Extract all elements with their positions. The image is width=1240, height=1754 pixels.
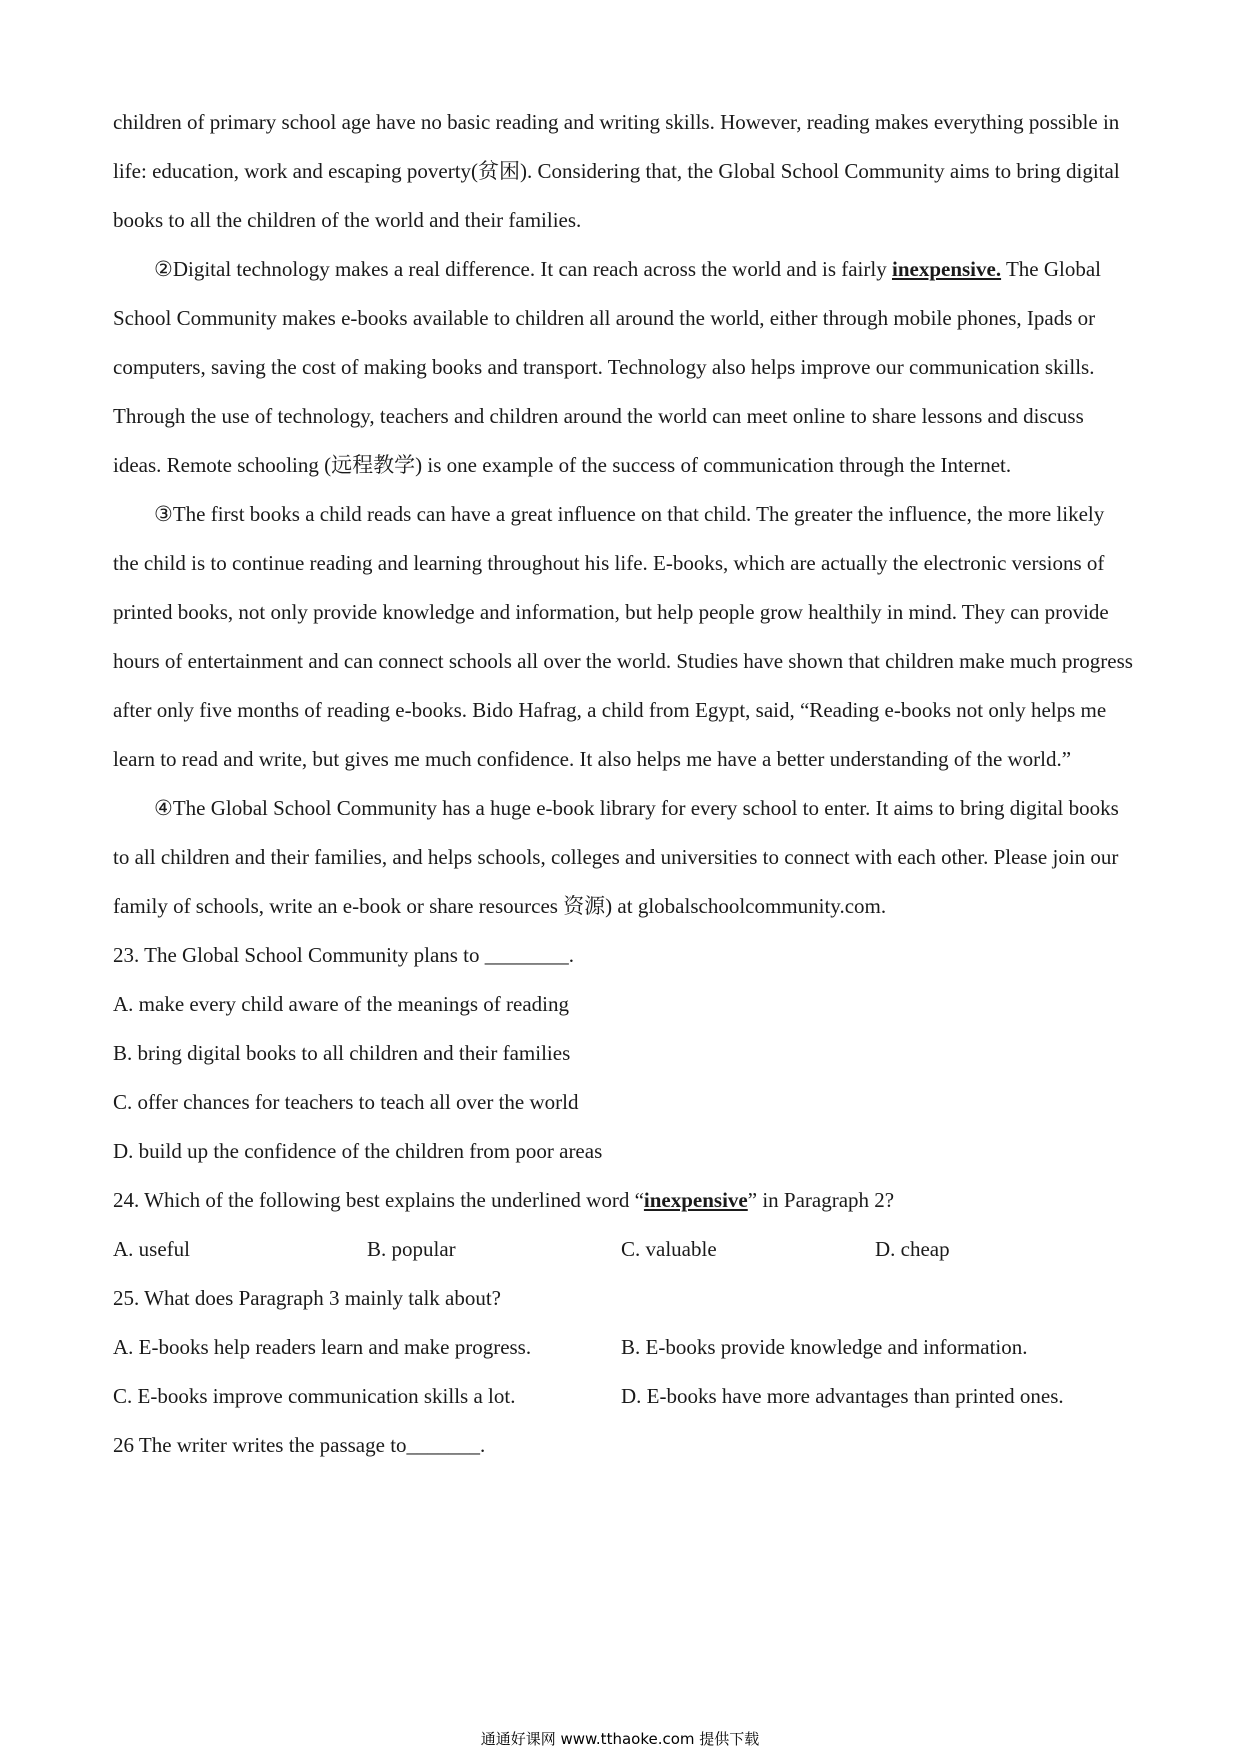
question-24-underlined-word: inexpensive (643, 1188, 748, 1212)
question-24-stem-after: ” in Paragraph 2? (747, 1188, 895, 1212)
question-23-option-c: C. offer chances for teachers to teach all over the world (113, 1090, 579, 1114)
question-25-stem: 25. What does Paragraph 3 mainly talk about? (113, 1286, 502, 1310)
question-23-option-d: D. build up the confidence of the children from poor areas (113, 1139, 603, 1163)
paragraph-1-continued: children of primary school age have no basic reading and writing skills. However, reading makes everything possible in life: education, work and escaping poverty(贫困). Considering that, the Global School Community aims to bring digital books to all the children of the world and their families. (113, 110, 1120, 232)
question-26-stem: 26 The writer writes the passage to_______. (113, 1433, 486, 1457)
paragraph-2 (113, 245, 1133, 490)
question-23-stem: 23. The Global School Community plans to ________. (113, 943, 575, 967)
question-24-option-b: B. popular (367, 1237, 456, 1261)
question-25-option-b: B. E-books provide knowledge and information. (621, 1335, 1028, 1359)
question-25-option-a: A. E-books help readers learn and make progress. (113, 1335, 532, 1359)
paragraph-4: ④The Global School Community has a huge e-book library for every school to enter. It aims to bring digital books to all children and their families, and helps schools, colleges and universities to connect with each other. Please join our family of schools, write an e-book or share resources 资源) at globalschoolcommunity.com. (113, 796, 1119, 918)
question-25-option-d: D. E-books have more advantages than printed ones. (621, 1384, 1064, 1408)
question-23-option-b: B. bring digital books to all children and their families (113, 1041, 571, 1065)
question-24-stem-before: 24. Which of the following best explains the underlined word “ (113, 1188, 644, 1212)
paragraph-2-text-after: The Global School Community makes e-books available to children all around the world, either through mobile phones, Ipads or computers, saving the cost of making books and transport. Technology also helps improve our communication skills. Through the use of technology, teachers and children around the world can meet online to share lessons and discuss ideas. Remote schooling (远程教学) is one example of the success of communication through the Internet. (113, 257, 1102, 477)
question-25-option-c: C. E-books improve communication skills a lot. (113, 1384, 516, 1408)
underlined-word-inexpensive: inexpensive. (891, 257, 1002, 281)
question-24-stem (113, 1176, 1133, 1225)
question-24-option-c: C. valuable (621, 1237, 717, 1261)
document-page (113, 98, 1133, 1470)
question-25-options-row-1 (113, 1323, 1133, 1372)
paragraph-2-text-before: ②Digital technology makes a real difference. It can reach across the world and is fairly (154, 257, 892, 281)
paragraph-3: ③The first books a child reads can have a great influence on that child. The greater the influence, the more likely the child is to continue reading and learning throughout his life. E-books, which are actually the electronic versions of printed books, not only provide knowledge and information, but help people grow healthily in mind. They can provide hours of entertainment and can connect schools all over the world. Studies have shown that children make much progress after only five months of reading e-books. Bido Hafrag, a child from Egypt, said, “Reading e-books not only helps me learn to read and write, but gives me much confidence. It also helps me have a better understanding of the world.” (113, 502, 1133, 771)
question-24-option-d: D. cheap (875, 1237, 950, 1261)
question-24-option-a: A. useful (113, 1237, 190, 1261)
question-25-options-row-2 (113, 1372, 1133, 1421)
page-footer: 通通好课网 www.tthaoke.com 提供下载 (480, 1730, 760, 1748)
question-23-option-a: A. make every child aware of the meanings of reading (113, 992, 569, 1016)
question-24-options (113, 1225, 1133, 1274)
